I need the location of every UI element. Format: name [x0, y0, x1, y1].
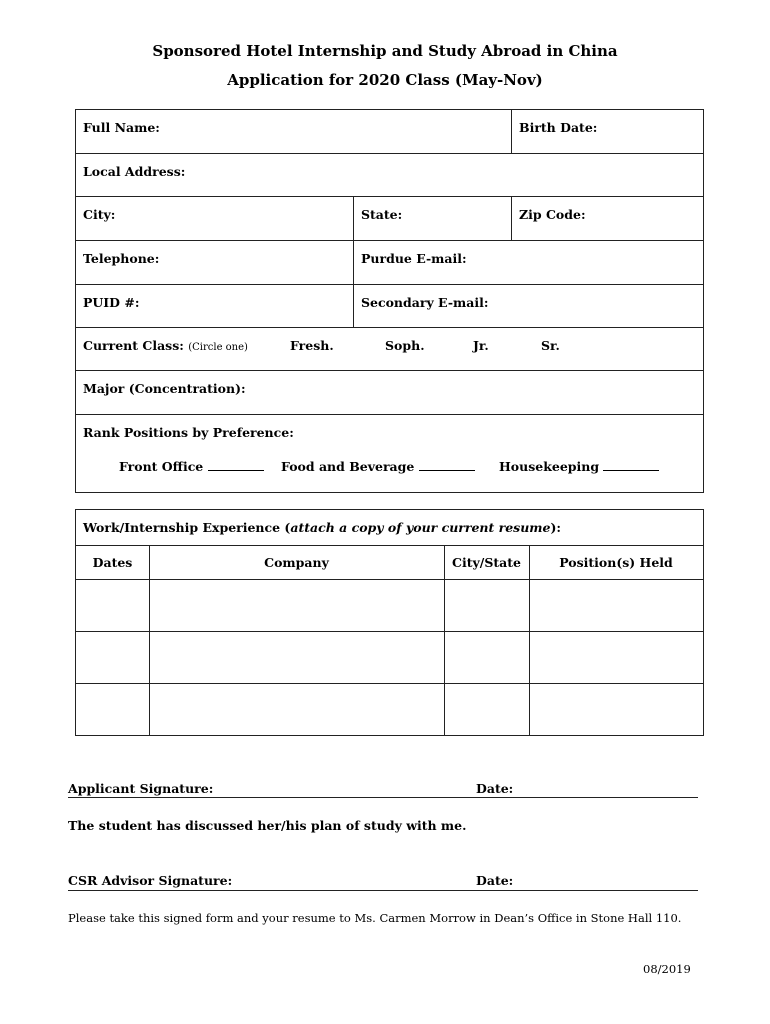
telephone-label: Telephone:: [83, 251, 160, 266]
secondary-email-label: Secondary E-mail:: [361, 295, 489, 310]
table-row-3-position[interactable]: [530, 684, 703, 735]
table-row-2-city-state[interactable]: [445, 632, 529, 683]
column-header-dates: Dates: [92, 555, 133, 570]
form-version: 08/2019: [643, 962, 691, 976]
zip-code-label: Zip Code:: [519, 207, 586, 222]
class-option-fresh[interactable]: Fresh.: [290, 338, 334, 353]
purdue-email-label: Purdue E-mail:: [361, 251, 467, 266]
instructions-text: Please take this signed form and your resume to Ms. Carmen Morrow in Dean’s Office in Stone Hall 110.: [68, 911, 682, 925]
column-header-positions-held: Position(s) Held: [559, 555, 673, 570]
table-row-1-position[interactable]: [530, 580, 703, 631]
applicant-date-label: Date:: [476, 781, 514, 796]
front-office-blank[interactable]: [208, 459, 264, 471]
applicant-signature-line[interactable]: [68, 797, 698, 798]
column-header-company: Company: [264, 555, 329, 570]
applicant-signature-label: Applicant Signature:: [68, 781, 214, 796]
table-row-1-city-state[interactable]: [445, 580, 529, 631]
class-option-soph[interactable]: Soph.: [385, 338, 425, 353]
puid-label: PUID #:: [83, 295, 140, 310]
table-row-2-position[interactable]: [530, 632, 703, 683]
city-label: City:: [83, 207, 116, 222]
circle-one-hint: (Circle one): [188, 342, 248, 353]
food-beverage-blank[interactable]: [419, 459, 475, 471]
front-office-rank: Front Office: [119, 459, 264, 474]
advisor-date-label: Date:: [476, 873, 514, 888]
class-option-sr[interactable]: Sr.: [541, 338, 560, 353]
experience-heading: Work/Internship Experience (attach a copy of your current resume):: [83, 520, 562, 535]
column-header-city-state: City/State: [452, 555, 521, 570]
birth-date-label: Birth Date:: [519, 120, 598, 135]
table-row-3-company[interactable]: [150, 684, 444, 735]
discussed-statement: The student has discussed her/his plan of study with me.: [68, 818, 467, 833]
table-row-3-city-state[interactable]: [445, 684, 529, 735]
advisor-signature-label: CSR Advisor Signature:: [68, 873, 233, 888]
table-row-2-company[interactable]: [150, 632, 444, 683]
advisor-signature-line[interactable]: [68, 890, 698, 891]
table-row-2-dates[interactable]: [76, 632, 149, 683]
applicant-info-box: [75, 109, 704, 493]
full-name-label: Full Name:: [83, 120, 160, 135]
rank-positions-label: Rank Positions by Preference:: [83, 425, 294, 440]
housekeeping-blank[interactable]: [603, 459, 659, 471]
class-option-jr[interactable]: Jr.: [473, 338, 489, 353]
table-row-3-dates[interactable]: [76, 684, 149, 735]
state-label: State:: [361, 207, 403, 222]
form-title: Sponsored Hotel Internship and Study Abroad in China: [152, 42, 618, 60]
food-beverage-rank: Food and Beverage: [281, 459, 475, 474]
experience-table: [75, 509, 704, 736]
form-subtitle: Application for 2020 Class (May-Nov): [227, 71, 543, 89]
housekeeping-rank: Housekeeping: [499, 459, 659, 474]
table-row-1-dates[interactable]: [76, 580, 149, 631]
table-row-1-company[interactable]: [150, 580, 444, 631]
local-address-label: Local Address:: [83, 164, 186, 179]
current-class-label: Current Class: (Circle one): [83, 338, 248, 353]
major-label: Major (Concentration):: [83, 381, 246, 396]
